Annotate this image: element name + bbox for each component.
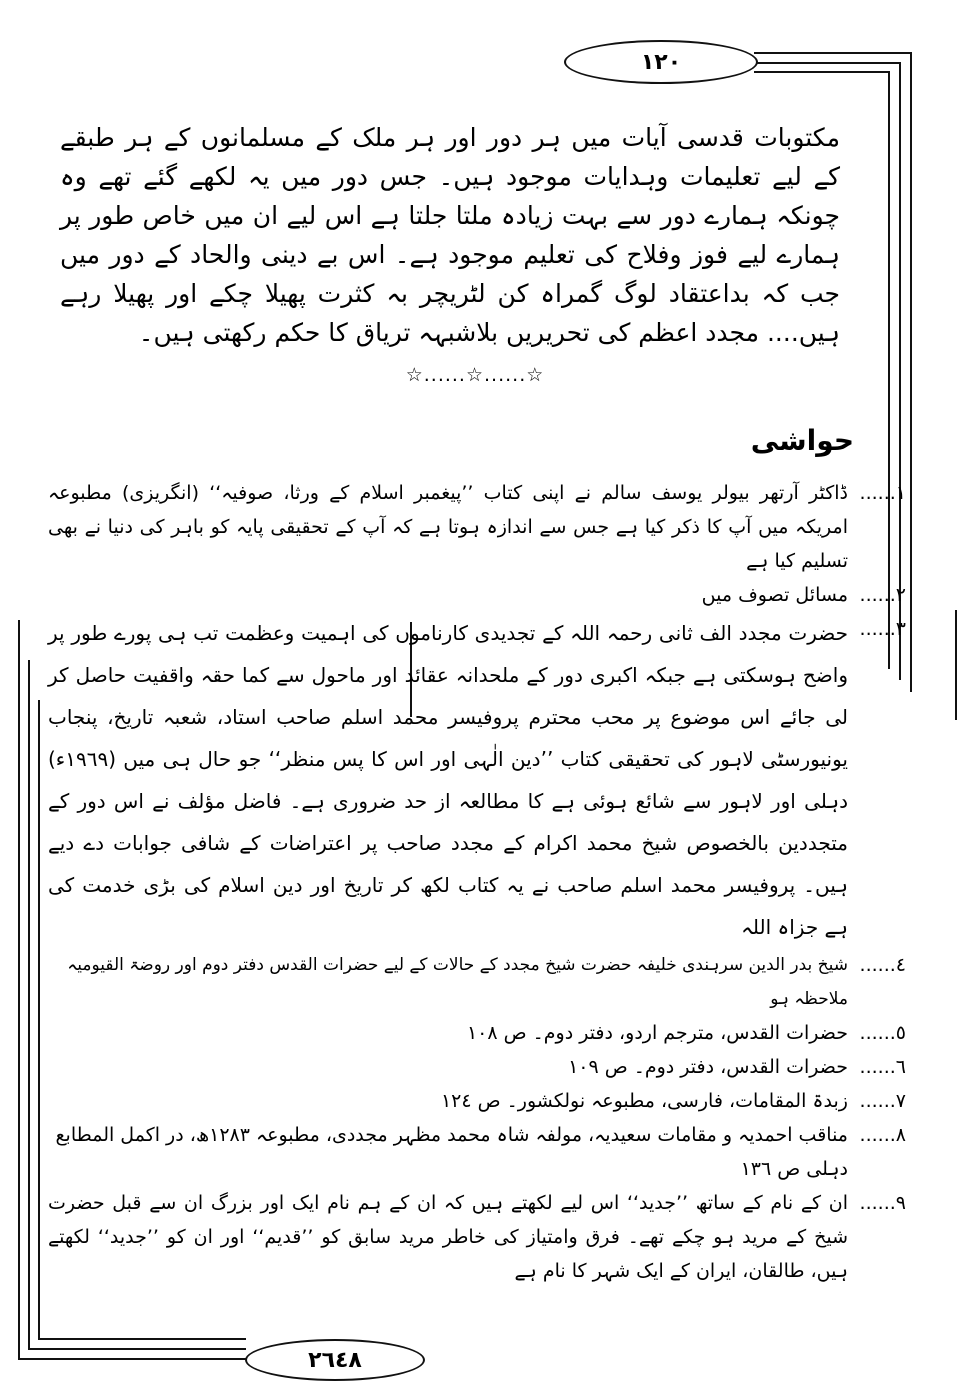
main-paragraph [60, 118, 840, 352]
footnote-number: ٦...... [859, 1056, 906, 1078]
frame-line [754, 52, 912, 54]
footnote-1 [48, 476, 906, 578]
page-number-top [564, 40, 758, 84]
footnote-text: ڈاکٹر آرتھر بیولر یوسف سالم نے اپنی کتاب ’’پیغمبر اسلام کے ورثا، صوفیہ‘‘ (انگریزی) مطبوعہ امریکہ میں آپ کا ذکر کیا ہے جس سے اندازہ ہوتا ہے کہ آپ کے تحقیقی پایہ کو باہر کی دنیا نے بھی تسلیم کیا ہے [48, 482, 848, 572]
footnote-9 [48, 1186, 906, 1288]
frame-line [18, 620, 20, 1360]
footnote-text: ان کے نام کے ساتھ ’’جدید‘‘ اس لیے لکھتے ہیں کہ ان کے ہم نام ایک اور بزرگ ان سے قبل حضرت شیخ کے مرید ہو چکے تھے۔ فرق وامتیاز کی خاطر مرید سابق کو ’’قدیم‘‘ اور ان کو ’’جدید‘‘ لکھتے ہیں، طالقان، ایران کے ایک شہر کا نام ہے [48, 1192, 848, 1282]
footnote-4 [48, 948, 906, 1016]
footnote-7 [48, 1084, 906, 1118]
footnote-2 [48, 578, 906, 612]
footnote-text: حضرت مجدد الف ثانی رحمہ اللہ کے تجدیدی کارناموں کی اہمیت وعظمت تب ہی پورے طور پر واضح ہوسکتی ہے جبکہ اکبری دور کے ملحدانہ عقائد اور ماحول سے کما حقہ واقفیت حاصل کر لی جائے اس موضوع پر محب محترم پروفیسر محمد اسلم صاحب استاد، شعبہ تاریخ، پنجاب یونیورسٹی لاہور کی تحقیقی کتاب ’’دین الٰہی اور اس کا پس منظر‘‘ جو حال ہی میں (١٩٦٩ء) دہلی اور لاہور سے شائع ہوئی ہے کا مطالعہ از حد ضروری ہے۔ فاضل مؤلف نے اس دور کے متجددین بالخصوص شیخ محمد اکرام کے مجدد صاحب پر اعتراضات کے شافی جوابات دے دیے ہیں۔ پروفیسر محمد اسلم صاحب نے یہ کتاب لکھ کر تاریخ اور دین اسلام کی بڑی خدمت کی ہے جزاہ اللہ [48, 621, 848, 939]
footnote-number: ٩...... [859, 1192, 906, 1214]
footnote-number: ٨...... [859, 1124, 906, 1146]
footnote-text: حضرات القدس، مترجم اردو، دفتر دوم۔ ص ١٠٨ [466, 1022, 848, 1044]
footnote-number: ٧...... [859, 1090, 906, 1112]
footnote-text: زبدۃ المقامات، فارسی، مطبوعہ نولکشور۔ ص ١٢٤ [440, 1090, 848, 1112]
page-number-bottom-text: ٢٦٤٨ [308, 1347, 362, 1373]
frame-line [28, 1348, 246, 1350]
frame-line [754, 71, 890, 73]
page-number-bottom [245, 1339, 425, 1381]
frame-line [38, 700, 40, 1340]
footnote-5 [48, 1016, 906, 1050]
frame-line [910, 52, 912, 692]
footnote-3 [48, 612, 906, 948]
footnote-number: ٣...... [859, 618, 906, 640]
footnote-number: ٢...... [859, 584, 906, 606]
footnote-text: شیخ بدر الدین سرہندی خلیفہ حضرت شیخ مجدد کے حالات کے لیے حضرات القدس دفتر دوم اور روضۃ القیومیہ ملاحظہ ہو [67, 955, 848, 1009]
footnote-text: حضرات القدس، دفتر دوم۔ ص ١٠٩ [568, 1056, 848, 1078]
main-paragraph-text: مکتوبات قدسی آیات میں ہر دور اور ہر ملک کے مسلمانوں کے ہر طبقے کے لیے تعلیمات وہدایات موجود ہیں۔ جس دور میں یہ لکھے گئے تھے وہ چونکہ ہمارے دور سے بہت زیادہ ملتا جلتا ہے اس لیے ان میں خاص طور پر ہمارے لیے فوز وفلاح کی تعلیم موجود ہے۔ اس بے دینی والحاد کے دور میں جب کہ بداعتقاد لوگ گمراہ کن لٹریچر بہ کثرت پھیلا چکے اور پھیلا رہے ہیں.... مجدد اعظم کی تحریریں بلاشبہہ تریاق کا حکم رکھتی ہیں۔ [60, 123, 840, 347]
section-separator: ☆......☆......☆ [405, 364, 545, 386]
frame-line [18, 1358, 246, 1360]
footnotes-heading: حواشی [750, 424, 854, 457]
footnote-number: ٤...... [859, 954, 906, 976]
frame-line [38, 1338, 246, 1340]
footnote-text: مسائل تصوف میں [701, 584, 848, 606]
footnote-6 [48, 1050, 906, 1084]
frame-line [955, 610, 957, 720]
footnote-text: مناقب احمدیہ و مقامات سعیدیہ، مولفہ شاہ محمد مظہر مجددی، مطبوعہ ١٢٨٣ھ، در اکمل المطابع دہلی ص ١٣٦ [55, 1124, 848, 1180]
footnotes-list [48, 476, 906, 1288]
footnote-number: ٥...... [859, 1022, 906, 1044]
footnote-number: ١...... [859, 482, 906, 504]
footnote-8 [48, 1118, 906, 1186]
frame-line [28, 660, 30, 1350]
frame-line [754, 62, 900, 64]
page-number-top-text: ١٢٠ [640, 49, 682, 75]
